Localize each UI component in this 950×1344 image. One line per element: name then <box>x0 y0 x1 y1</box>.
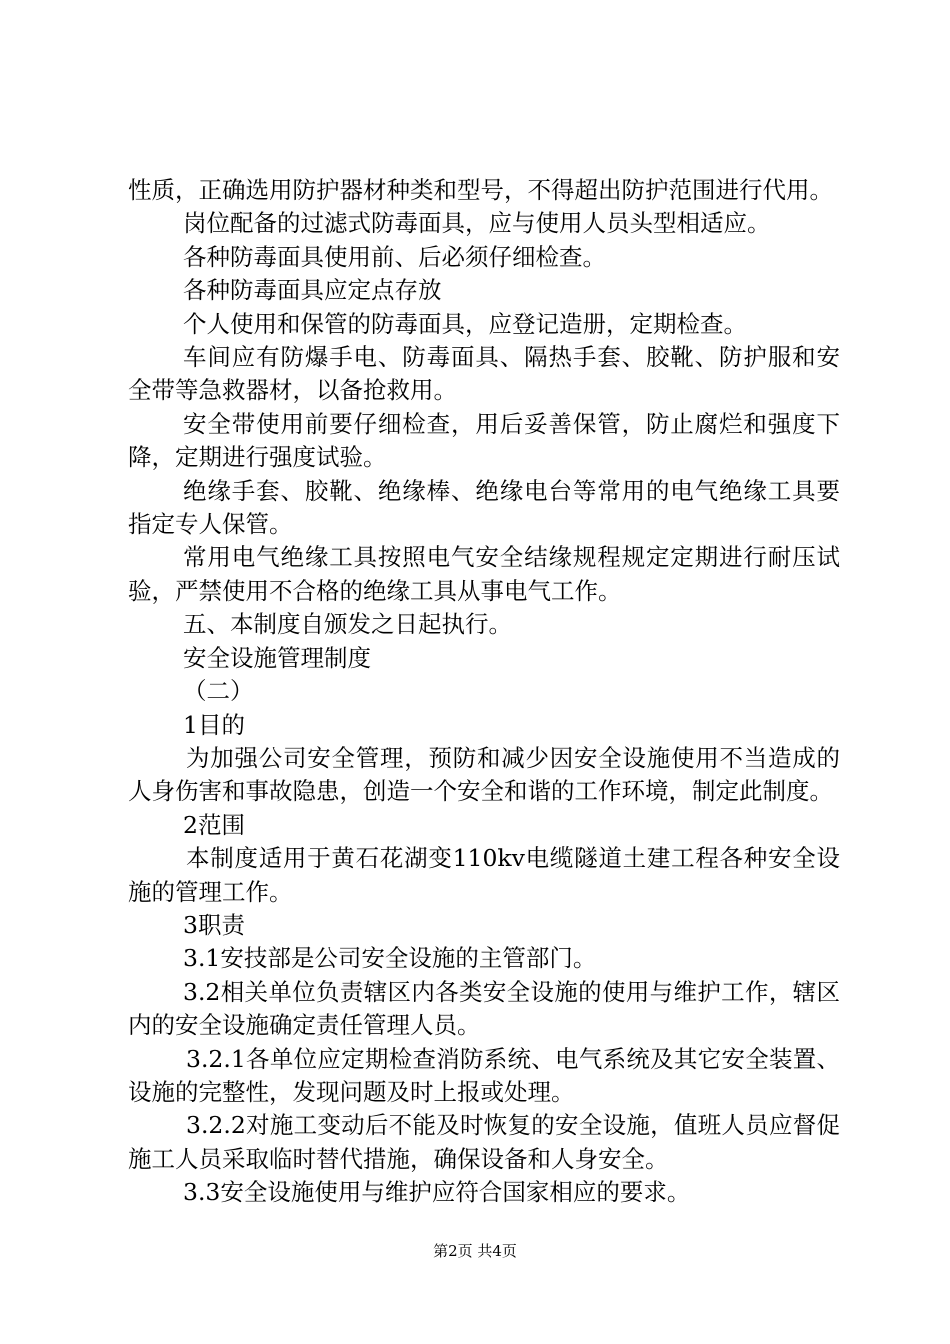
section-heading: 3职责 <box>183 910 245 939</box>
document-subtitle: （二） <box>183 677 254 706</box>
paragraph: 3.2.1各单位应定期检查消防系统、电气系统及其它安全装置、设施的完整性，发现问题及时上报或处理。 <box>128 1044 840 1106</box>
paragraph: 3.2.2对施工变动后不能及时恢复的安全设施，值班人员应督促施工人员采取临时替代措施，确保设备和人身安全。 <box>128 1111 840 1173</box>
paragraph: 常用电气绝缘工具按照电气安全结缘规程规定定期进行耐压试验，严禁使用不合格的绝缘工具从事电气工作。 <box>128 543 840 605</box>
paragraph: 绝缘手套、胶靴、绝缘棒、绝缘电台等常用的电气绝缘工具要指定专人保管。 <box>128 476 840 539</box>
page-number-label: 第2页 共4页 <box>433 1242 517 1260</box>
paragraph: 安全带使用前要仔细检查，用后妥善保管，防止腐烂和强度下降，定期进行强度试验。 <box>128 409 840 472</box>
page-footer <box>0 1240 950 1261</box>
document-title: 安全设施管理制度 <box>183 643 371 672</box>
paragraph: 3.3安全设施使用与维护应符合国家相应的要求。 <box>183 1178 691 1207</box>
paragraph: 为加强公司安全管理，预防和减少因安全设施使用不当造成的人身伤害和事故隐患，创造一个安全和谐的工作环境，制定此制度。 <box>128 743 840 806</box>
paragraph: 各种防毒面具应定点存放 <box>183 276 442 305</box>
paragraph: 个人使用和保管的防毒面具，应登记造册，定期检查。 <box>183 309 747 338</box>
paragraph: 车间应有防爆手电、防毒面具、隔热手套、胶靴、防护服和安全带等急救器材，以备抢救用。 <box>128 343 840 405</box>
section-heading: 1目的 <box>183 710 245 739</box>
paragraph: 各种防毒面具使用前、后必须仔细检查。 <box>183 242 606 271</box>
paragraph: 3.2相关单位负责辖区内各类安全设施的使用与维护工作，辖区内的安全设施确定责任管理人员。 <box>128 977 840 1040</box>
section-heading: 五、本制度自颁发之日起执行。 <box>183 610 512 639</box>
paragraph: 岗位配备的过滤式防毒面具，应与使用人员头型相适应。 <box>183 209 771 238</box>
document-body <box>128 174 840 1210</box>
paragraph: 本制度适用于黄石花湖变110kv电缆隧道土建工程各种安全设施的管理工作。 <box>128 844 840 906</box>
paragraph: 性质，正确选用防护器材种类和型号，不得超出防护范围进行代用。 <box>128 176 833 204</box>
paragraph: 3.1安技部是公司安全设施的主管部门。 <box>183 944 597 973</box>
section-heading: 2范围 <box>183 810 245 839</box>
